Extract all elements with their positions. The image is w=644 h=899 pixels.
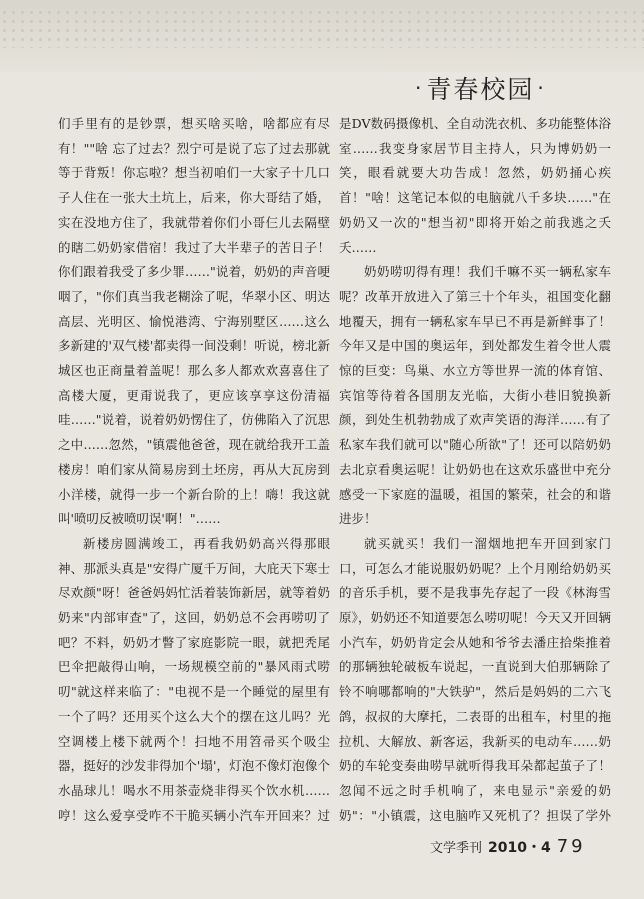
left-column <box>58 112 330 832</box>
section-title-text: 青春校园 <box>426 75 535 104</box>
paragraph: 就买就买！我们一溜烟地把车开回到家门口，可怎么才能说服奶奶呢？上个月刚给奶奶买的音乐手机，要不是我事先存起了一段《林海雪原》，奶奶还不知道要怎么唠叨呢！今天又开回辆小汽车，奶奶肯定会从她和爷爷去潘庄拾柴推着的那辆独轮破板车说起，一直说到大伯那辆除了铃不响哪都响的"大铁驴"，然后是妈妈的二六飞鸽，叔叔的大摩托，二表哥的出租车，村里的拖拉机、大解放、新客运，我新买的电动车……奶奶的车轮变奏曲唠早就听得我耳朵都起茧子了！忽闻不远之时手机响了，来电显示"亲爱的奶奶"："小镇震，这电脑咋又死机了？担误了学外 <box>339 535 611 823</box>
paragraph: 奶奶唠叨得有理！我们千嘛不买一辆私家车呢？改革开放进入了第三十个年头，祖国变化翻地覆天，拥有一辆私家车早已不再是新鲜事了！今年又是中国的奥运年，到处都发生着令世人震惊的巨变：鸟巢、水立方等世界一流的体育馆、宾馆等待着各国朋友光临，大街小巷旧貌换新颜，到处生机勃勃成了欢声笑语的海洋……有了私家车我们就可以"随心所欲"了！还可以陪奶奶去北京看奥运呢！让奶奶也在这欢乐盛世中充分感受一下家庭的温暖，祖国的繁荣，社会的和谐进步！ <box>339 264 611 527</box>
header-dot-pattern <box>0 8 644 48</box>
title-dot-left: · <box>415 76 424 100</box>
title-dot-right: · <box>537 76 546 100</box>
right-column <box>339 112 611 832</box>
page-number: 79 <box>556 836 586 857</box>
paragraph: 是DV数码摄像机、全自动洗衣机、多功能整体浴室……我变身家居节目主持人，只为博奶奶一笑，眼看就要大功告成！忽然，奶奶捅心疾首！"啥！这笔记本似的电脑就八千多块……"在奶奶又一次的"想当初"即将开始之前我逃之夭夭…… <box>339 116 611 255</box>
header-banner <box>0 0 644 72</box>
page-footer <box>430 836 620 860</box>
paragraph: 新楼房圆满竣工，再看我奶奶高兴得那眼神、那派头真是"安得广厦千万间，大庇天下寒士尽欢颜"呀！爸爸妈妈忙活着装饰新居，就等着奶奶来"内部审查"了，这回，奶奶总不会再唠叨了吧？不料，奶奶才瞥了家庭影院一眼，就把秃尾巴伞把敲得山响，一场规模空前的"暴风雨式唠叨"就这样来临了："电视不是一个睡觉的屋里有一个了吗？还用买个这么大个的摆在这儿吗？光空调楼上楼下就两个！扫地不用笤帚买个吸尘器，挺好的沙发非得加个'塌'，灯泡不像灯泡像个水晶球儿！喝水不用茶壶烧非得买个饮水机……哼！这么爱享受咋不干脆买辆小汽车开回来？过 <box>58 535 330 823</box>
journal-name: 文学季刊 <box>430 841 483 856</box>
paragraph: 们手里有的是钞票，想买啥买啥，啥都应有尽有！""啥 忘了过去？烈宁可是说了忘了过去那就等于背叛！你忘啦？想当初咱们一大家子十几口子人住在一张大土坑上，后来，你大哥结了婚，实在没地方住了，我就带着你们小哥仨儿去隔壁的瞎二奶奶家借宿！我过了大半辈子的苦日子！你们跟着我受了多少罪……"说着，奶奶的声音哽咽了，"你们真当我老糊涂了呢，华翠小区、明达高层、光明区、愉悦港湾、宁海别墅区……这么多新建的'双气楼'都卖得一间没剩！听说，榜北新城区也正商量着盖呢！那么多人都欢欢喜喜住了高楼大厦，更甭说我了，更应该享享这份清福哇……"说着，说着奶奶愣住了，仿佛陷入了沉思之中……忽然，"镇震他爸爸，现在就给我开工盖楼房！咱们家从简易房到土坯房，再从大瓦房到小洋楼，就得一步一个新台阶的上！嗨！我这就叫'喷叨反被喷叨误'啊！"…… <box>58 116 330 527</box>
section-title <box>412 68 612 108</box>
issue-number: 2010・4 <box>488 840 551 856</box>
